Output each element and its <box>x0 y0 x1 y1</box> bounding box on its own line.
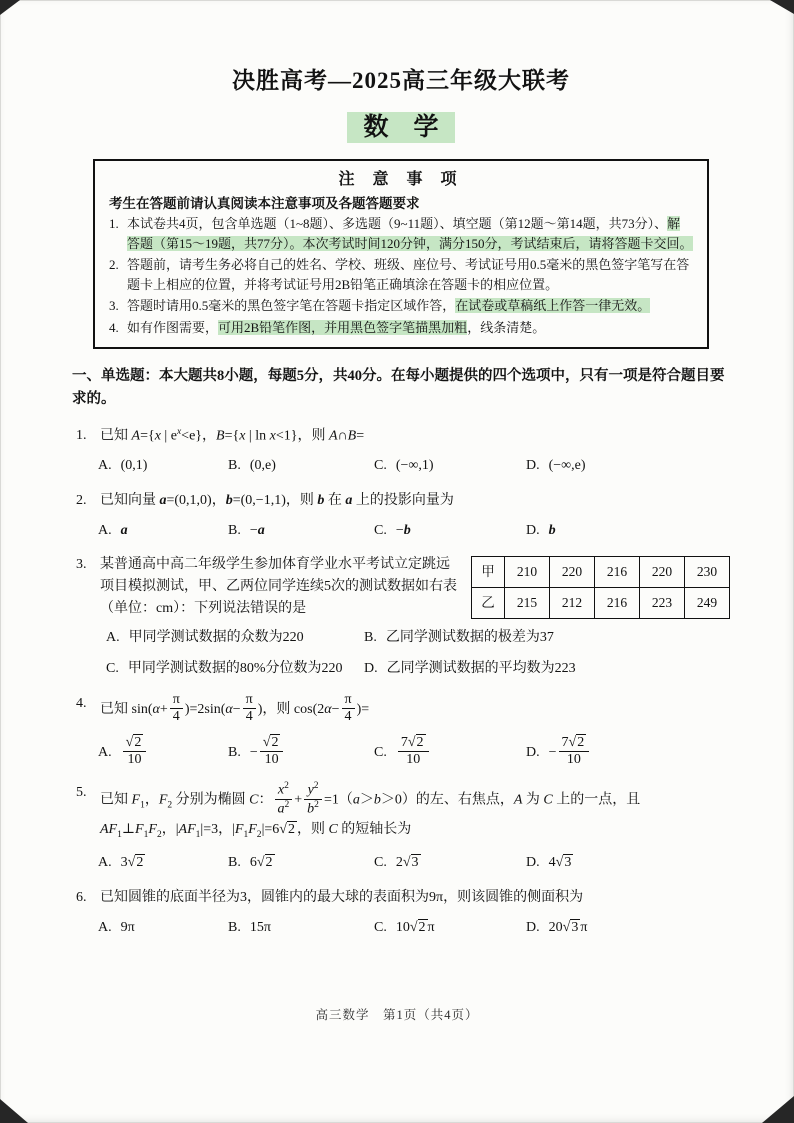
notice-item-text: 答题前，请考生务必将自己的姓名、学校、班级、座位号、考试证号用0.5毫米的黑色签字笔写在答题卡上相应的位置，并将考试证号用2B铅笔正确填涂在答题卡的相应位置。 <box>127 257 690 292</box>
q6-option-d: D. 20√3 π <box>526 919 588 935</box>
question-2 <box>72 490 730 541</box>
notice-item-text: 答题时请用0.5毫米的黑色签字笔在答题卡指定区域作答，在试卷或草稿纸上作答一律无效。 <box>127 298 651 313</box>
subject-highlight: 数 学 <box>347 112 454 143</box>
table-cell: 216 <box>595 557 640 588</box>
options-row <box>98 455 730 477</box>
notice-item-text: 本试卷共4页，包含单选题（1~8题）、多选题（9~11题）、填空题（第12题～第14题，共73分）、解答题（第15～19题，共77分）。本次考试时间120分钟，满分150分，考试结束后，请将答题卡交回。 <box>127 216 693 251</box>
q3-option-a: A. 甲同学测试数据的众数为220 <box>106 630 304 646</box>
notice-item-2 <box>109 255 693 294</box>
q6-option-b: B. 15π <box>228 919 271 935</box>
question-stem: 已知 A={x | $e^x<e$}，B={x | ln x<1}，则 A∩B= <box>100 426 365 444</box>
q2-option-d: D. b <box>526 522 556 538</box>
page-footer: 高三数学 第1页（共4页） <box>315 1008 479 1022</box>
q1-option-d: D. (−∞,e) <box>526 458 586 474</box>
q4-option-c: C. $\frac{7√2}{10}$ <box>374 736 526 769</box>
q1-option-a: A. (0,1) <box>98 458 148 474</box>
q2-option-b: B. −a <box>228 522 265 538</box>
options-row <box>98 852 730 874</box>
question-4 <box>72 693 730 769</box>
question-stem: 已知 $F_1$，$F_2$ 分别为椭圆 C： $\frac{x^2}{a^2}$ + $\frac{y^2}{b^2}$ =1（a＞b＞0）的左、右焦点，A 为 C 上的一点，且 $AF_1\perp F_1F_2$，$|AF_1|=3$，$|F_1F_2|=6√2$ ，则 C 的短轴长为 <box>100 781 641 840</box>
question-5 <box>72 782 730 874</box>
scan-artifact-bottom-right-icon <box>762 1096 794 1123</box>
notice-item-1 <box>109 214 693 253</box>
question-stem: 已知圆锥的底面半径为3，圆锥内的最大球的表面积为9π，则该圆锥的侧面积为 <box>100 889 584 905</box>
table-cell: 220 <box>640 557 685 588</box>
question-number: 4. <box>76 695 87 711</box>
options-grid <box>106 627 730 679</box>
q6-option-c: C. 10√2 π <box>374 919 435 935</box>
question-3 <box>72 554 730 679</box>
options-row <box>98 520 730 542</box>
q5-option-a: A. 3√2 <box>98 855 144 871</box>
notice-item-number: 2. <box>109 257 119 272</box>
question-number: 2. <box>76 493 87 508</box>
q1-option-b: B. (0,e) <box>228 458 276 474</box>
q4-option-b: B. − $\frac{√2}{10}$ <box>228 736 374 769</box>
q1-option-c: C. (−∞,1) <box>374 458 434 474</box>
q3-option-d: D. 乙同学测试数据的平均数为223 <box>364 661 576 677</box>
notice-title: 注 意 事 项 <box>338 171 464 188</box>
options-row <box>98 736 730 769</box>
table-cell: 甲 <box>472 557 505 588</box>
options-row <box>98 917 730 939</box>
table-cell: 215 <box>505 588 550 619</box>
table-cell: 216 <box>595 588 640 619</box>
notice-item-number: 1. <box>109 216 119 231</box>
q5-option-b: B. 6√2 <box>228 855 273 871</box>
question-stem: 已知 sin(α+ $\frac{\pi}{4}$ )=2sin(α− $\frac{\pi}{4}$ )，则 cos(2α− $\frac{\pi}{4}$ )= <box>100 691 370 724</box>
question-6 <box>72 887 730 938</box>
notice-subtitle: 考生在答题前请认真阅读本注意事项及各题答题要求 <box>109 196 420 211</box>
table-cell: 230 <box>685 557 730 588</box>
table-cell: 223 <box>640 588 685 619</box>
q6-option-a: A. 9π <box>98 919 135 935</box>
question-number: 6. <box>76 889 87 905</box>
section-heading: 一、单选题：本大题共8小题，每题5分，共40分。在每小题提供的四个选项中，只有一项是符合题目要求的。 <box>72 368 725 408</box>
table-cell: 249 <box>685 588 730 619</box>
notice-item-number: 4. <box>109 319 119 335</box>
table-row-yi <box>472 588 730 619</box>
score-table <box>471 556 730 619</box>
table-cell: 220 <box>550 557 595 588</box>
question-number: 5. <box>76 785 87 801</box>
q5-option-d: D. 4√3 <box>526 855 572 871</box>
notice-item-number: 3. <box>109 298 119 313</box>
table-cell: 210 <box>505 557 550 588</box>
q3-option-b: B. 乙同学测试数据的极差为37 <box>364 630 554 646</box>
q4-option-a: A. $\frac{√2}{10}$ <box>98 736 228 769</box>
q2-option-a: A. a <box>98 522 128 538</box>
q2-option-c: C. −b <box>374 522 411 538</box>
question-stem: 已知向量 a=(0,1,0)，b=(0,−1,1)，则 b 在 a 上的投影向量为 <box>100 493 454 508</box>
question-number: 1. <box>76 427 87 443</box>
scan-artifact-bottom-left-icon <box>0 1099 28 1123</box>
q3-option-c: C. 甲同学测试数据的80%分位数为220 <box>106 661 343 677</box>
q4-option-d: D. − $\frac{7√2}{10}$ <box>526 736 730 769</box>
question-number: 3. <box>76 557 87 573</box>
question-1 <box>72 425 730 477</box>
notice-item-4 <box>109 318 693 338</box>
notice-box <box>93 159 709 349</box>
subject-title <box>72 107 730 143</box>
exam-title: 决胜高考—2025高三年级大联考 <box>232 68 570 93</box>
notice-item-3 <box>109 296 693 316</box>
table-cell: 乙 <box>472 588 505 619</box>
table-cell: 212 <box>550 588 595 619</box>
table-row-jia <box>472 557 730 588</box>
notice-item-text: 如有作图需要，可用2B铅笔作图，并用黑色签字笔描黑加粗，线条清楚。 <box>127 319 546 335</box>
question-stem: 某普通高中高二年级学生参加体育学业水平考试立定跳远项目模拟测试，甲、乙两位同学连续5次的测试数据如右表（单位：cm）：下列说法错误的是 <box>100 557 457 616</box>
q5-option-c: C. 2√3 <box>374 855 419 871</box>
